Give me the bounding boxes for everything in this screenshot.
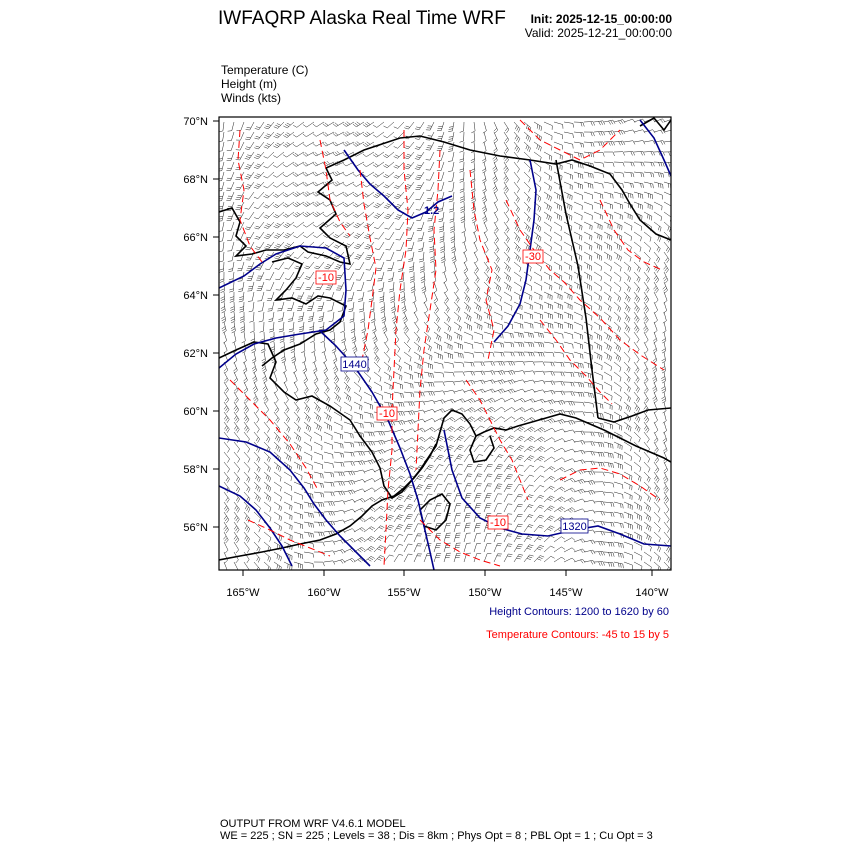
- lon-ticks: [243, 570, 652, 576]
- temp-label-box: [316, 271, 336, 284]
- lon-label: 145°W: [549, 587, 583, 599]
- height-contour-label: 1.2: [424, 205, 440, 217]
- lat-label: 60°N: [183, 406, 208, 418]
- lat-ticks: [213, 121, 219, 527]
- lon-label: 165°W: [226, 587, 260, 599]
- lat-label: 62°N: [183, 348, 208, 360]
- lat-label: 58°N: [183, 464, 208, 476]
- height-contour-label: 1320: [562, 521, 587, 533]
- lat-label: 66°N: [183, 232, 208, 244]
- temp-contour-label: -10: [490, 517, 506, 529]
- height-label-box: [341, 357, 368, 371]
- temp-label-box: [488, 516, 508, 529]
- lat-label: 70°N: [183, 116, 208, 128]
- temp-label-box: [523, 250, 543, 263]
- model-footer: OUTPUT FROM WRF V4.6.1 MODEL: [220, 818, 406, 830]
- height-label-box: [561, 519, 588, 533]
- temp-contour-label: -30: [525, 251, 541, 263]
- lat-label: 64°N: [183, 290, 208, 302]
- lon-label: 160°W: [307, 587, 341, 599]
- valid-time: Valid: 2025-12-21_00:00:00: [524, 26, 672, 40]
- init-time: Init: 2025-12-15_00:00:00: [530, 12, 672, 26]
- wind-barb-field: [217, 119, 675, 573]
- lon-label: 140°W: [635, 587, 669, 599]
- wind-barbs: [217, 119, 675, 573]
- height-contours-legend: Height Contours: 1200 to 1620 by 60: [489, 606, 669, 618]
- temp-label-box: [377, 407, 397, 420]
- temp-contour-label: -10: [379, 408, 395, 420]
- temperature-contours-legend: Temperature Contours: -45 to 15 by 5: [486, 629, 669, 641]
- temp-contour-label: -10: [318, 272, 334, 284]
- map-title: IWFAQRP Alaska Real Time WRF: [218, 8, 506, 29]
- lon-label: 150°W: [468, 587, 502, 599]
- lon-label: 155°W: [387, 587, 421, 599]
- field-height: Height (m): [221, 77, 278, 91]
- field-temperature: Temperature (C): [221, 63, 309, 77]
- lat-label: 68°N: [183, 174, 208, 186]
- model-settings-footer: WE = 225 ; SN = 225 ; Levels = 38 ; Dis = 8km ; Phys Opt = 8 ; PBL Opt = 1 ; Cu Opt = 3: [220, 830, 653, 842]
- field-winds: Winds (kts): [221, 91, 281, 105]
- height-contour-label: 1440: [342, 359, 367, 371]
- lat-label: 56°N: [183, 522, 208, 534]
